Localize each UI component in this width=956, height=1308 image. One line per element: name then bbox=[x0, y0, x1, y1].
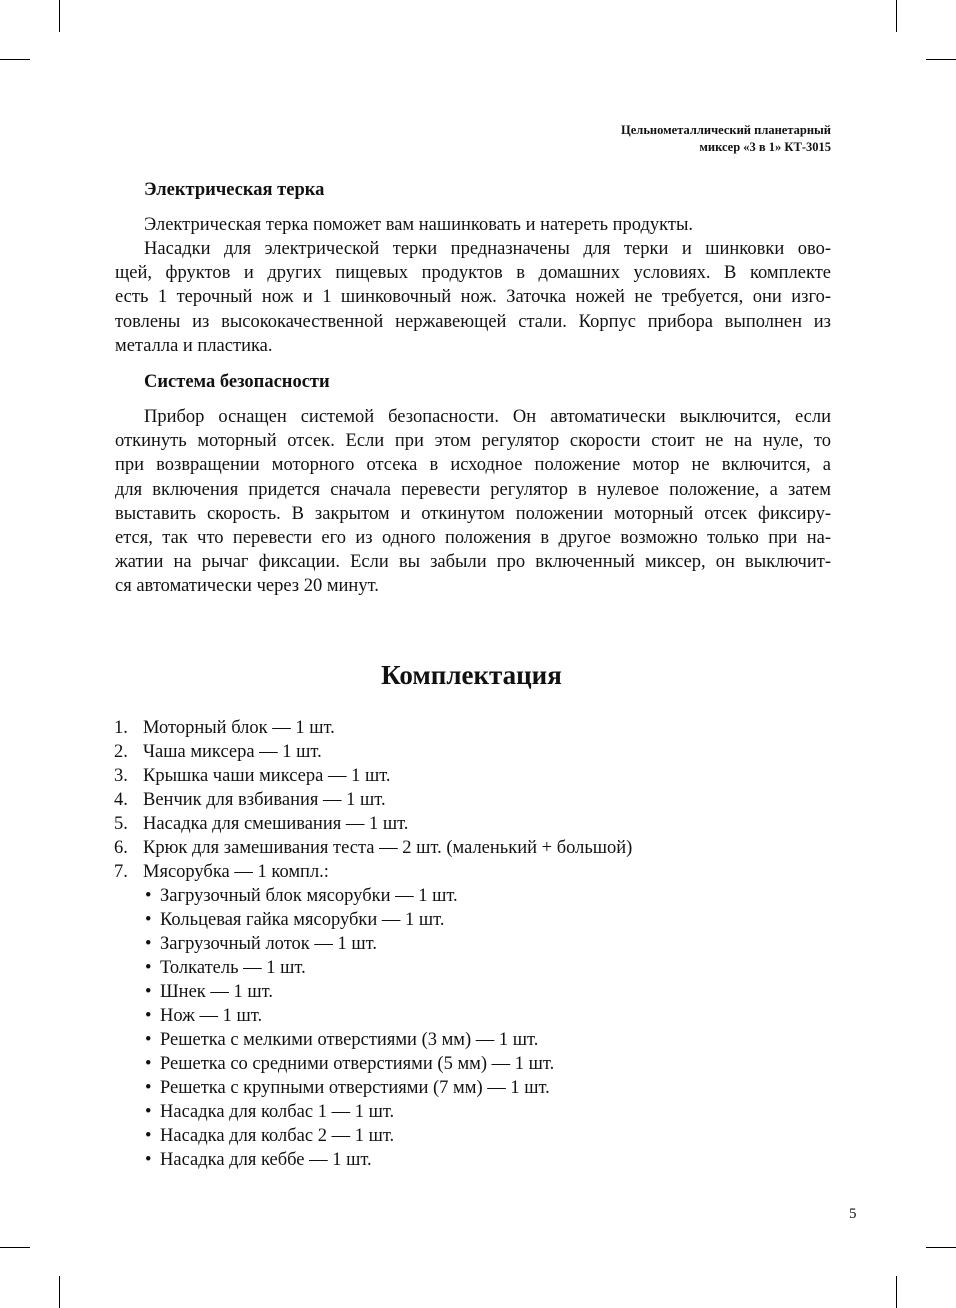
sub-list-item bbox=[145, 1052, 632, 1076]
bullet-icon: • bbox=[145, 1006, 152, 1026]
bullet-icon: • bbox=[145, 1126, 152, 1146]
sub-item-text: Насадка для колбас 1 — 1 шт. bbox=[160, 1102, 395, 1122]
item-text: Крышка чаши миксера — 1 шт. bbox=[143, 766, 391, 786]
sub-item-text: Загрузочный лоток — 1 шт. bbox=[160, 934, 377, 954]
list-item bbox=[114, 788, 632, 812]
paragraph-line: Прибор оснащен системой безопасности. Он автоматически выключится, если bbox=[144, 407, 831, 427]
sub-item-text: Кольцевая гайка мясорубки — 1 шт. bbox=[160, 910, 445, 930]
crop-mark-bottom-right bbox=[896, 1276, 897, 1308]
bullet-icon: • bbox=[145, 1150, 152, 1170]
item-text: Венчик для взбивания — 1 шт. bbox=[143, 790, 386, 810]
section-title-safety: Система безопасности bbox=[144, 372, 330, 392]
sub-list-item bbox=[145, 1124, 632, 1148]
paragraph-line: для включения придется сначала перевести регулятор в нулевое положение, а затем bbox=[115, 479, 831, 500]
item-number: 2. bbox=[114, 742, 128, 762]
item-text: Крюк для замешивания теста — 2 шт. (маленький + большой) bbox=[143, 838, 633, 858]
sub-item-text: Решетка с мелкими отверстиями (3 мм) — 1 шт. bbox=[160, 1030, 539, 1050]
list-item bbox=[114, 836, 632, 860]
sub-list-item bbox=[145, 884, 632, 908]
bullet-icon: • bbox=[145, 1102, 152, 1122]
paragraph-line: жатии на рычаг фиксации. Если вы забыли про включенный миксер, он выключит- bbox=[115, 552, 831, 573]
crop-mark-left-top bbox=[0, 59, 30, 60]
bullet-icon: • bbox=[145, 958, 152, 978]
item-number: 4. bbox=[114, 790, 128, 810]
sub-item-text: Решетка с крупными отверстиями (7 мм) — 1 шт. bbox=[160, 1078, 550, 1098]
bullet-icon: • bbox=[145, 1078, 152, 1098]
item-number: 1. bbox=[114, 718, 128, 738]
item-number: 7. bbox=[114, 862, 128, 882]
section-title-grater: Электрическая терка bbox=[144, 180, 325, 200]
sub-list-item bbox=[145, 980, 632, 1004]
item-text: Моторный блок — 1 шт. bbox=[143, 718, 335, 738]
list-item bbox=[114, 812, 632, 836]
bullet-icon: • bbox=[145, 934, 152, 954]
list-item bbox=[114, 764, 632, 788]
sub-item-text: Насадка для колбас 2 — 1 шт. bbox=[160, 1126, 395, 1146]
sub-item-text: Насадка для кеббе — 1 шт. bbox=[160, 1150, 372, 1170]
crop-mark-bottom-left bbox=[59, 1276, 60, 1308]
crop-mark-top-left bbox=[59, 0, 60, 32]
sub-list-item bbox=[145, 1148, 632, 1172]
sub-list-item bbox=[145, 1076, 632, 1100]
item-number: 3. bbox=[114, 766, 128, 786]
sub-item-text: Толкатель — 1 шт. bbox=[160, 958, 306, 978]
item-text: Чаша миксера — 1 шт. bbox=[143, 742, 322, 762]
paragraph-line: Электрическая терка поможет вам нашинковать и натереть продукты. bbox=[144, 215, 694, 235]
sub-list-item bbox=[145, 932, 632, 956]
sub-item-text: Шнек — 1 шт. bbox=[160, 982, 273, 1002]
sub-item-text: Загрузочный блок мясорубки — 1 шт. bbox=[160, 886, 458, 906]
item-text: Мясорубка — 1 компл.: bbox=[143, 862, 329, 882]
paragraph-grater-details bbox=[115, 237, 831, 358]
paragraph-line: откинуть моторный отсек. Если при этом регулятор скорости стоит не на нуле, то bbox=[115, 431, 831, 452]
crop-mark-top-right bbox=[896, 0, 897, 32]
bullet-icon: • bbox=[145, 1054, 152, 1074]
header-line-1: Цельнометаллический планетарный bbox=[621, 123, 831, 137]
sub-list-item bbox=[145, 1100, 632, 1124]
bullet-icon: • bbox=[145, 982, 152, 1002]
list-item bbox=[114, 860, 632, 1172]
sub-list-item bbox=[145, 908, 632, 932]
item-text: Насадка для смешивания — 1 шт. bbox=[143, 814, 409, 834]
contents-title: Комплектация bbox=[381, 660, 562, 690]
paragraph-line: выставить скорость. В закрытом и откинутом положении моторный отсек фиксиру- bbox=[115, 503, 831, 524]
contents-list bbox=[114, 716, 632, 1172]
bullet-icon: • bbox=[145, 1030, 152, 1050]
paragraph-line: металла и пластика. bbox=[115, 335, 273, 356]
sub-item-text: Нож — 1 шт. bbox=[160, 1006, 263, 1026]
sub-list-item bbox=[145, 1004, 632, 1028]
paragraph-safety bbox=[115, 405, 831, 599]
paragraph-line: ется, так что перевести его из одного положения в другое возможно только при на- bbox=[115, 528, 831, 549]
list-item bbox=[114, 740, 632, 764]
bullet-icon: • bbox=[145, 886, 152, 906]
item-number: 5. bbox=[114, 814, 128, 834]
sub-list-item bbox=[145, 1028, 632, 1052]
paragraph-line: при возвращении моторного отсека в исходное положение мотор не включится, а bbox=[115, 455, 831, 476]
bullet-icon: • bbox=[145, 910, 152, 930]
paragraph-line: ся автоматически через 20 минут. bbox=[115, 576, 379, 597]
crop-mark-right-bottom bbox=[926, 1247, 956, 1248]
item-number: 6. bbox=[114, 838, 128, 858]
running-header bbox=[431, 122, 831, 156]
paragraph-line: есть 1 терочный нож и 1 шинковочный нож. Заточка ножей не требуется, они изго- bbox=[115, 287, 831, 308]
paragraph-grater-intro bbox=[115, 213, 831, 237]
sub-list-item bbox=[145, 956, 632, 980]
crop-mark-right-top bbox=[926, 59, 956, 60]
crop-mark-left-bottom bbox=[0, 1247, 30, 1248]
sub-item-text: Решетка со средними отверстиями (5 мм) — 1 шт. bbox=[160, 1054, 555, 1074]
meat-grinder-sublist bbox=[114, 884, 632, 1172]
header-line-2: миксер «3 в 1» КТ-3015 bbox=[699, 140, 831, 154]
paragraph-line: товлены из высококачественной нержавеющей стали. Корпус прибора выполнен из bbox=[115, 311, 831, 332]
paragraph-line: щей, фруктов и других пищевых продуктов в домашних условиях. В комплекте bbox=[115, 263, 831, 284]
page-number: 5 bbox=[849, 1206, 857, 1222]
paragraph-line: Насадки для электрической терки предназначены для терки и шинковки ово- bbox=[144, 239, 831, 259]
list-item bbox=[114, 716, 632, 740]
